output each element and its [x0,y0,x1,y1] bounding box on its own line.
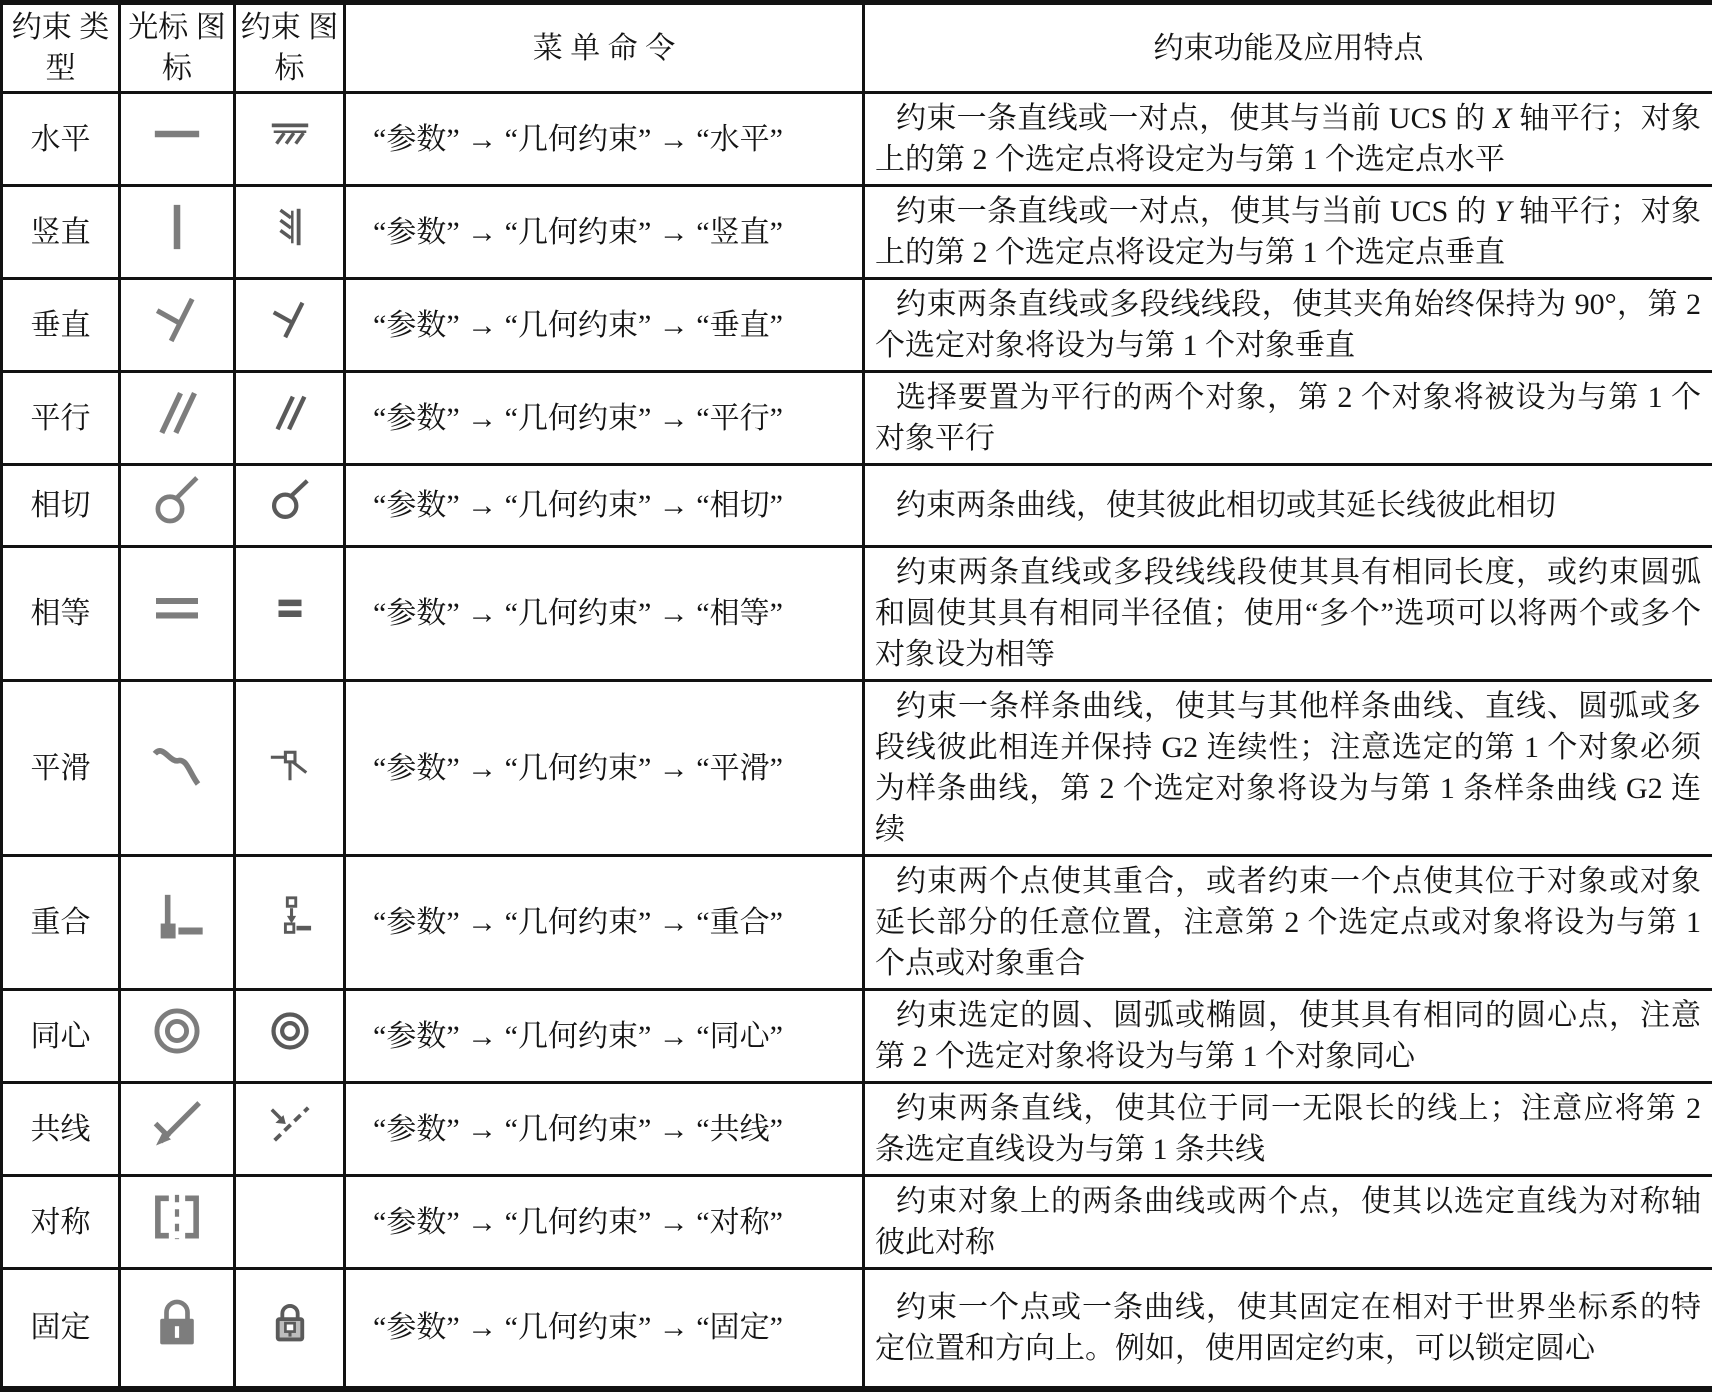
cursor-icon-cell [120,279,235,372]
parallel-icon [149,385,205,441]
table-row [2,1176,1712,1269]
constraint-function: 选择要置为平行的两个对象，第 2 个对象将被设为与第 1 个对象平行 [864,372,1712,465]
coincident-icon [149,889,205,945]
constraint-type-label: 竖直 [2,186,120,279]
table-row [2,990,1712,1083]
header-cursor-icon: 光标 图标 [120,3,235,93]
vertical-line-icon [149,199,205,255]
menu-command: “参数” → “几何约束” → “相等” [345,547,864,681]
parallel-constraint-icon [267,390,313,436]
constraint-type-label: 平行 [2,372,120,465]
constraint-icon-cell [235,372,345,465]
header-row [2,3,1712,93]
constraint-function: 约束两条曲线，使其彼此相切或其延长线彼此相切 [864,465,1712,547]
perpendicular-constraint-icon [267,297,313,343]
header-function: 约束功能及应用特点 [864,3,1712,93]
symmetric-icon [149,1189,205,1245]
menu-command: “参数” → “几何约束” → “重合” [345,856,864,990]
header-constraint-type: 约束 类型 [2,3,120,93]
equal-icon [149,580,205,636]
cursor-icon-cell [120,1083,235,1176]
constraint-function: 约束两个点使其重合，或者约束一个点使其位于对象或对象延长部分的任意位置，注意第 2 个选定点或对象将设为与第 1 个点或对象重合 [864,856,1712,990]
constraint-icon-cell [235,279,345,372]
constraint-function: 约束一条直线或一对点，使其与当前 UCS 的 Y 轴平行；对象上的第 2 个选定点将设定为与第 1 个选定点垂直 [864,186,1712,279]
table-row [2,856,1712,990]
menu-command: “参数” → “几何约束” → “共线” [345,1083,864,1176]
table-row [2,372,1712,465]
table-row [2,186,1712,279]
constraint-function: 约束两条直线，使其位于同一无限长的线上；注意应将第 2 条选定直线设为与第 1 条共线 [864,1083,1712,1176]
constraint-type-label: 垂直 [2,279,120,372]
header-constraint-icon: 约束 图标 [235,3,345,93]
table-row [2,547,1712,681]
cursor-icon-cell [120,990,235,1083]
lock-icon [149,1294,205,1350]
cursor-icon-cell [120,93,235,186]
menu-command: “参数” → “几何约束” → “垂直” [345,279,864,372]
table-row [2,465,1712,547]
cursor-icon-cell [120,1269,235,1389]
concentric-constraint-icon [267,1008,313,1054]
constraint-type-label: 固定 [2,1269,120,1389]
perpendicular-icon [149,292,205,348]
tangent-icon [149,472,205,528]
horizontal-constraint-icon [267,111,313,157]
cursor-icon-cell [120,465,235,547]
constraint-function: 约束一条样条曲线，使其与其他样条曲线、直线、圆弧或多段线彼此相连并保持 G2 连续性；注意选定的第 1 个对象必须为样条曲线，第 2 个选定对象将设为与第 1 条样条曲线 G2 连续 [864,681,1712,856]
menu-command: “参数” → “几何约束” → “平滑” [345,681,864,856]
constraint-type-label: 水平 [2,93,120,186]
collinear-icon [149,1096,205,1152]
constraint-icon-cell [235,186,345,279]
smooth-curve-icon [149,735,205,791]
constraint-function: 约束一条直线或一对点，使其与当前 UCS 的 X 轴平行；对象上的第 2 个选定点将设定为与第 1 个选定点水平 [864,93,1712,186]
table-row [2,681,1712,856]
lock-constraint-icon [267,1299,313,1345]
constraint-function: 约束两条直线或多段线线段，使其夹角始终保持为 90°，第 2 个选定对象将设为与第 1 个对象垂直 [864,279,1712,372]
constraint-icon-cell [235,856,345,990]
cursor-icon-cell [120,856,235,990]
cursor-icon-cell [120,186,235,279]
horizontal-line-icon [149,106,205,162]
constraint-type-label: 平滑 [2,681,120,856]
table-row [2,279,1712,372]
constraint-type-label: 相等 [2,547,120,681]
constraint-icon-cell [235,990,345,1083]
smooth-constraint-icon [267,740,313,786]
constraint-table-body [2,93,1712,1389]
constraint-type-label: 共线 [2,1083,120,1176]
coincident-constraint-icon [267,894,313,940]
menu-command: “参数” → “几何约束” → “水平” [345,93,864,186]
menu-command: “参数” → “几何约束” → “固定” [345,1269,864,1389]
constraint-icon-cell [235,547,345,681]
cursor-icon-cell [120,547,235,681]
constraint-type-label: 相切 [2,465,120,547]
collinear-constraint-icon [267,1101,313,1147]
header-menu-command: 菜 单 命 令 [345,3,864,93]
table-row [2,1269,1712,1389]
menu-command: “参数” → “几何约束” → “平行” [345,372,864,465]
equal-constraint-icon [267,585,313,631]
cursor-icon-cell [120,1176,235,1269]
menu-command: “参数” → “几何约束” → “相切” [345,465,864,547]
constraint-icon-cell [235,1269,345,1389]
constraint-icon-cell [235,93,345,186]
tangent-constraint-icon [267,477,313,523]
constraint-type-label: 对称 [2,1176,120,1269]
constraint-icon-cell [235,681,345,856]
constraint-icon-cell [235,465,345,547]
constraint-function: 约束一个点或一条曲线，使其固定在相对于世界坐标系的特定位置和方向上。例如，使用固定约束，可以锁定圆心 [864,1269,1712,1389]
constraint-function: 约束选定的圆、圆弧或椭圆，使其具有相同的圆心点，注意第 2 个选定对象将设为与第 1 个对象同心 [864,990,1712,1083]
constraint-icon-cell [235,1083,345,1176]
table-row [2,93,1712,186]
constraint-type-label: 重合 [2,856,120,990]
cursor-icon-cell [120,372,235,465]
menu-command: “参数” → “几何约束” → “竖直” [345,186,864,279]
vertical-constraint-icon [267,204,313,250]
constraint-icon-cell [235,1176,345,1269]
concentric-icon [149,1003,205,1059]
table-row [2,1083,1712,1176]
menu-command: “参数” → “几何约束” → “对称” [345,1176,864,1269]
menu-command: “参数” → “几何约束” → “同心” [345,990,864,1083]
constraint-type-label: 同心 [2,990,120,1083]
constraint-function: 约束对象上的两条曲线或两个点，使其以选定直线为对称轴彼此对称 [864,1176,1712,1269]
cursor-icon-cell [120,681,235,856]
constraint-function: 约束两条直线或多段线线段使其具有相同长度，或约束圆弧和圆使其具有相同半径值；使用“多个”选项可以将两个或多个对象设为相等 [864,547,1712,681]
